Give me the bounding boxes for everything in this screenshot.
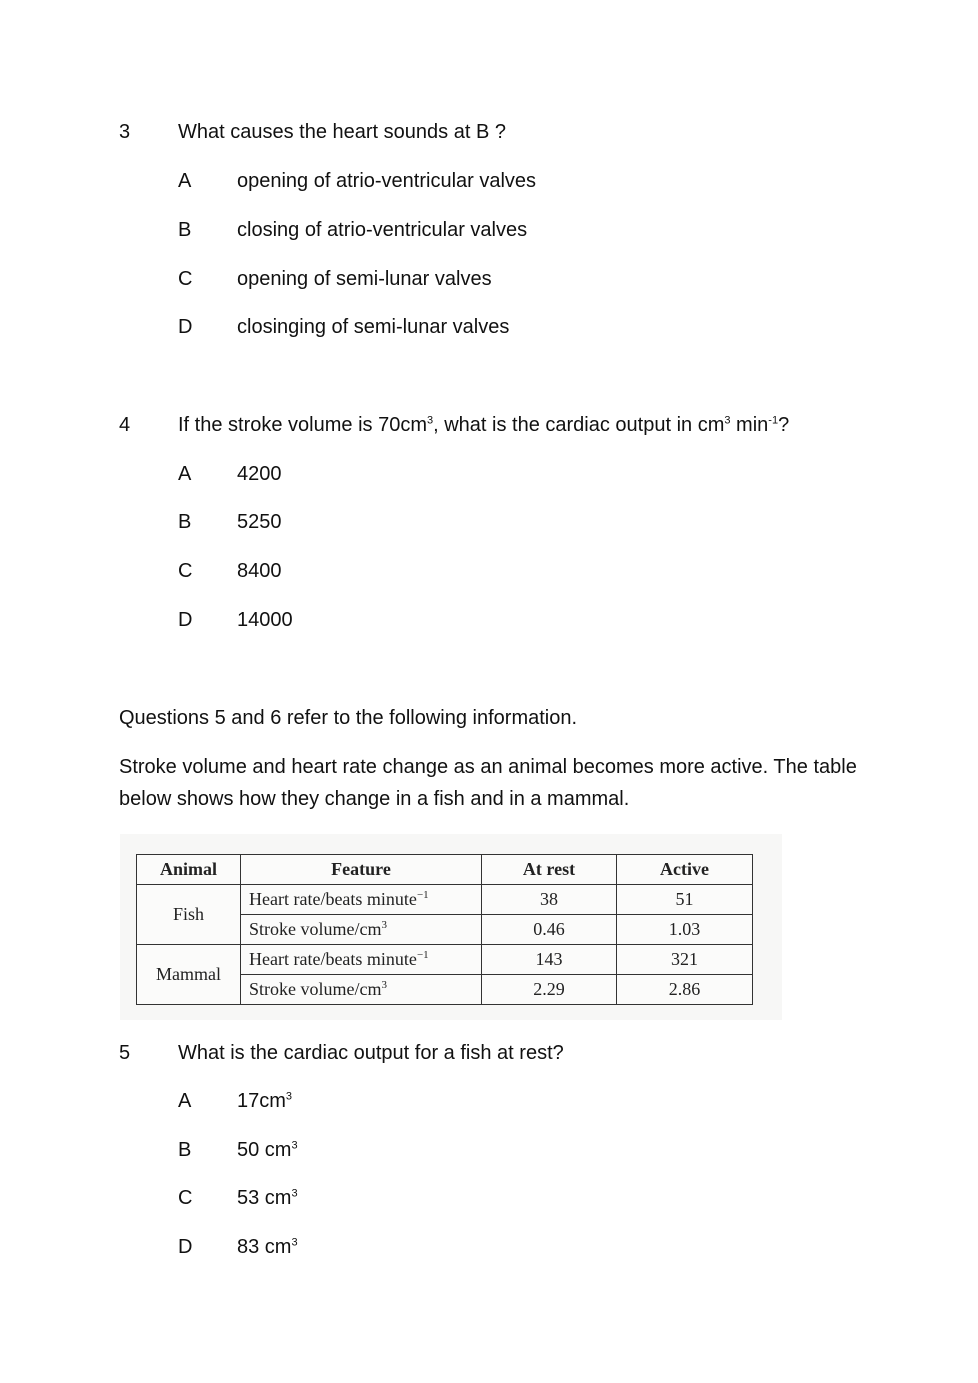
cell-active: 51 (617, 885, 753, 915)
feature-stroke-volume: Stroke volume/$cm^3$ (241, 975, 482, 1005)
q4-option-c-text: 8400 (237, 560, 282, 582)
cell-active: 321 (617, 945, 753, 975)
question-3-number: 3 (119, 121, 131, 143)
q4-sup1: 3 (426, 414, 434, 427)
q3-option-c-letter: C (178, 268, 193, 290)
q4-text-part1: If the stroke volume is 70cm (178, 414, 427, 436)
question-5-text: What is the cardiac output for a fish at rest? (178, 1042, 564, 1064)
header-feature: Feature (241, 855, 482, 885)
q4-option-a-letter: A (178, 463, 192, 485)
q3-option-c-text: opening of semi-lunar valves (237, 268, 492, 290)
data-table (136, 854, 753, 1005)
header-active: Active (617, 855, 753, 885)
q4-sup2: 3 (724, 414, 731, 427)
header-at-rest: At rest (482, 855, 617, 885)
q3-option-b-text: closing of atrio-ventricular valves (237, 219, 528, 241)
q4-text-part4: ? (778, 414, 790, 436)
q5-option-b-text: 50 $cm^3$ (237, 1139, 298, 1161)
q5-option-b-letter: B (178, 1139, 192, 1161)
feature-stroke-volume: Stroke volume/$cm^3$ (241, 915, 482, 945)
animal-fish: Fish (137, 885, 241, 945)
cell-at-rest: 143 (482, 945, 617, 975)
q4-option-d-text: 14000 (237, 609, 293, 631)
question-3-text: What causes the heart sounds at B ? (178, 121, 506, 143)
question-4-text (178, 414, 789, 437)
table-row (137, 885, 753, 915)
q4-option-b-letter: B (178, 511, 192, 533)
q4-sup3: -1 (768, 414, 779, 427)
q5-option-a-letter: A (178, 1090, 192, 1112)
q4-option-a-text: 4200 (237, 463, 282, 485)
q5-option-c-text: 53 $cm^3$ (237, 1187, 298, 1209)
q3-option-d-text: closinging of semi-lunar valves (237, 316, 510, 338)
cell-at-rest: 2.29 (482, 975, 617, 1005)
question-4-number: 4 (119, 414, 131, 436)
cell-at-rest: 0.46 (482, 915, 617, 945)
q5-option-a-text: $17cm^3$ (237, 1090, 293, 1112)
data-table-figure (120, 834, 782, 1020)
q5-option-d-letter: D (178, 1236, 193, 1258)
q4-option-c-letter: C (178, 560, 193, 582)
q5-option-d-text: 83 $cm^3$ (237, 1236, 298, 1258)
q3-option-b-letter: B (178, 219, 192, 241)
cell-active: 1.03 (617, 915, 753, 945)
question-5-number: 5 (119, 1042, 131, 1064)
table-header-row (137, 855, 753, 885)
q4-option-d-letter: D (178, 609, 193, 631)
header-animal: Animal (137, 855, 241, 885)
q3-option-a-letter: A (178, 170, 192, 192)
cell-at-rest: 38 (482, 885, 617, 915)
feature-heart-rate: Heart rate/beats minute$^{-1}$ (241, 885, 482, 915)
info-paragraph: Stroke volume and heart rate change as an animal becomes more active. The table below shows how they change in a fish and in a mammal. (119, 756, 857, 810)
info-intro: Questions 5 and 6 refer to the following information. (119, 707, 578, 729)
q4-text-part2: , what is the cardiac output in cm (433, 414, 725, 436)
q4-text-part3: min (730, 414, 769, 436)
q3-option-d-letter: D (178, 316, 193, 338)
q5-option-c-letter: C (178, 1187, 193, 1209)
feature-heart-rate: Heart rate/beats minute$^{-1}$ (241, 945, 482, 975)
q3-option-a-text: opening of atrio-ventricular valves (237, 170, 537, 192)
animal-mammal: Mammal (137, 945, 241, 1005)
q4-option-b-text: 5250 (237, 511, 282, 533)
table-row (137, 945, 753, 975)
cell-active: 2.86 (617, 975, 753, 1005)
